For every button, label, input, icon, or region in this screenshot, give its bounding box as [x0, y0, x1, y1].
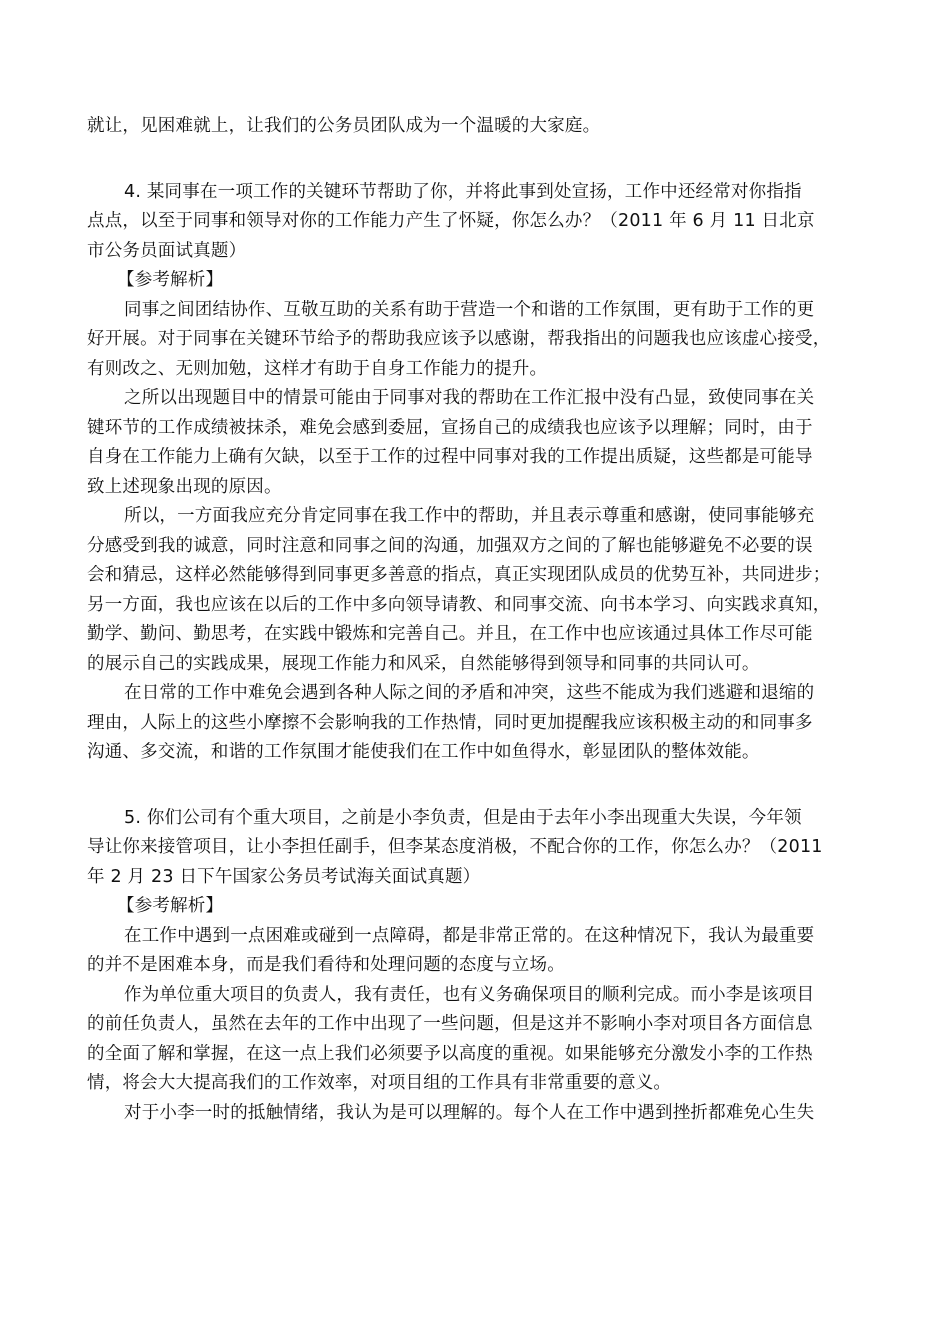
text-line: 另一方面，我也应该在以后的工作中多向领导请教、和同事交流、向书本学习、向实践求真知，	[87, 594, 831, 615]
text-line: 键环节的工作成绩被抹杀，难免会感到委屈，宣扬自己的成绩我也应该予以理解；同时，由于	[87, 417, 813, 438]
analysis-heading: 【参考解析】	[117, 896, 224, 916]
text-line: 会和猜忌，这样必然能够得到同事更多善意的指点，真正实现团队成员的优势互补，共同进步；	[87, 565, 831, 585]
paragraph-gap	[87, 142, 867, 178]
text-line: 作为单位重大项目的负责人，我有责任，也有义务确保项目的顺利完成。而小李是该项目	[124, 984, 815, 1005]
text-line: 的并不是困难本身，而是我们看待和处理问题的态度与立场。	[87, 955, 565, 975]
text-line: 所以，一方面我应充分肯定同事在我工作中的帮助，并且表示尊重和感谢，使同事能够充	[124, 506, 815, 526]
text-line: 对于小李一时的抵触情绪，我认为是可以理解的。每个人在工作中遇到挫折都难免心生失	[124, 1102, 815, 1123]
question-5-line: 5. 你们公司有个重大项目，之前是小李负责，但是由于去年小李出现重大失误，今年领	[124, 807, 802, 828]
analysis-heading: 【参考解析】	[117, 270, 224, 290]
text-line: 自身在工作能力上确有欠缺，以至于工作的过程中同事对我的工作提出质疑，这些都是可能导	[87, 447, 813, 467]
document-page	[87, 112, 867, 1128]
text-line: 致上述现象出现的原因。	[87, 476, 282, 497]
text-line: 同事之间团结协作、互敬互助的关系有助于营造一个和谐的工作氛围，更有助于工作的更	[124, 299, 815, 320]
text-line: 之所以出现题目中的情景可能由于同事对我的帮助在工作汇报中没有凸显，致使同事在关	[124, 388, 815, 408]
text-line: 情，将会大大提高我们的工作效率，对项目组的工作具有非常重要的意义。	[87, 1073, 672, 1093]
text-line: 有则改之、无则加勉，这样才有助于自身工作能力的提升。	[87, 358, 548, 379]
paragraph-gap	[87, 768, 867, 804]
question-4-line: 点点，以至于同事和领导对你的工作能力产生了怀疑，你怎么办？（2011 年 6 月 11 日北京	[87, 211, 815, 231]
text-line: 好开展。对于同事在关键环节给予的帮助我应该予以感谢，帮我指出的问题我也应该虚心接受，	[87, 329, 831, 349]
text-line: 的前任负责人，虽然在去年的工作中出现了一些问题，但是这并不影响小李对项目各方面信息	[87, 1014, 813, 1034]
text-line: 就让，见困难就上，让我们的公务员团队成为一个温暖的大家庭。	[87, 116, 601, 136]
text-line: 勤学、勤问、勤思考，在实践中锻炼和完善自己。并且，在工作中也应该通过具体工作尽可能	[87, 624, 813, 644]
text-line: 在日常的工作中难免会遇到各种人际之间的矛盾和冲突，这些不能成为我们逃避和退缩的	[124, 683, 815, 703]
text-line: 在工作中遇到一点困难或碰到一点障碍，都是非常正常的。在这种情况下，我认为最重要	[124, 925, 815, 946]
question-5-line: 导让你来接管项目，让小李担任副手，但李某态度消极，不配合你的工作，你怎么办？（2011	[87, 837, 823, 857]
text-line: 分感受到我的诚意，同时注意和同事之间的沟通，加强双方之间的了解也能够避免不必要的误	[87, 535, 813, 556]
text-line: 的展示自己的实践成果，展现工作能力和风采，自然能够得到领导和同事的共同认可。	[87, 653, 760, 674]
question-4-line: 市公务员面试真题）	[87, 240, 247, 261]
question-5-line: 年 2 月 23 日下午国家公务员考试海关面试真题）	[87, 866, 481, 887]
text-line: 沟通、多交流，和谐的工作氛围才能使我们在工作中如鱼得水，彰显团队的整体效能。	[87, 742, 760, 762]
text-line: 的全面了解和掌握，在这一点上我们必须要予以高度的重视。如果能够充分激发小李的工作热	[87, 1043, 813, 1064]
question-4-line: 4. 某同事在一项工作的关键环节帮助了你，并将此事到处宣扬，工作中还经常对你指指	[124, 181, 802, 202]
text-line: 理由，人际上的这些小摩擦不会影响我的工作热情，同时更加提醒我应该积极主动的和同事多	[87, 712, 813, 733]
